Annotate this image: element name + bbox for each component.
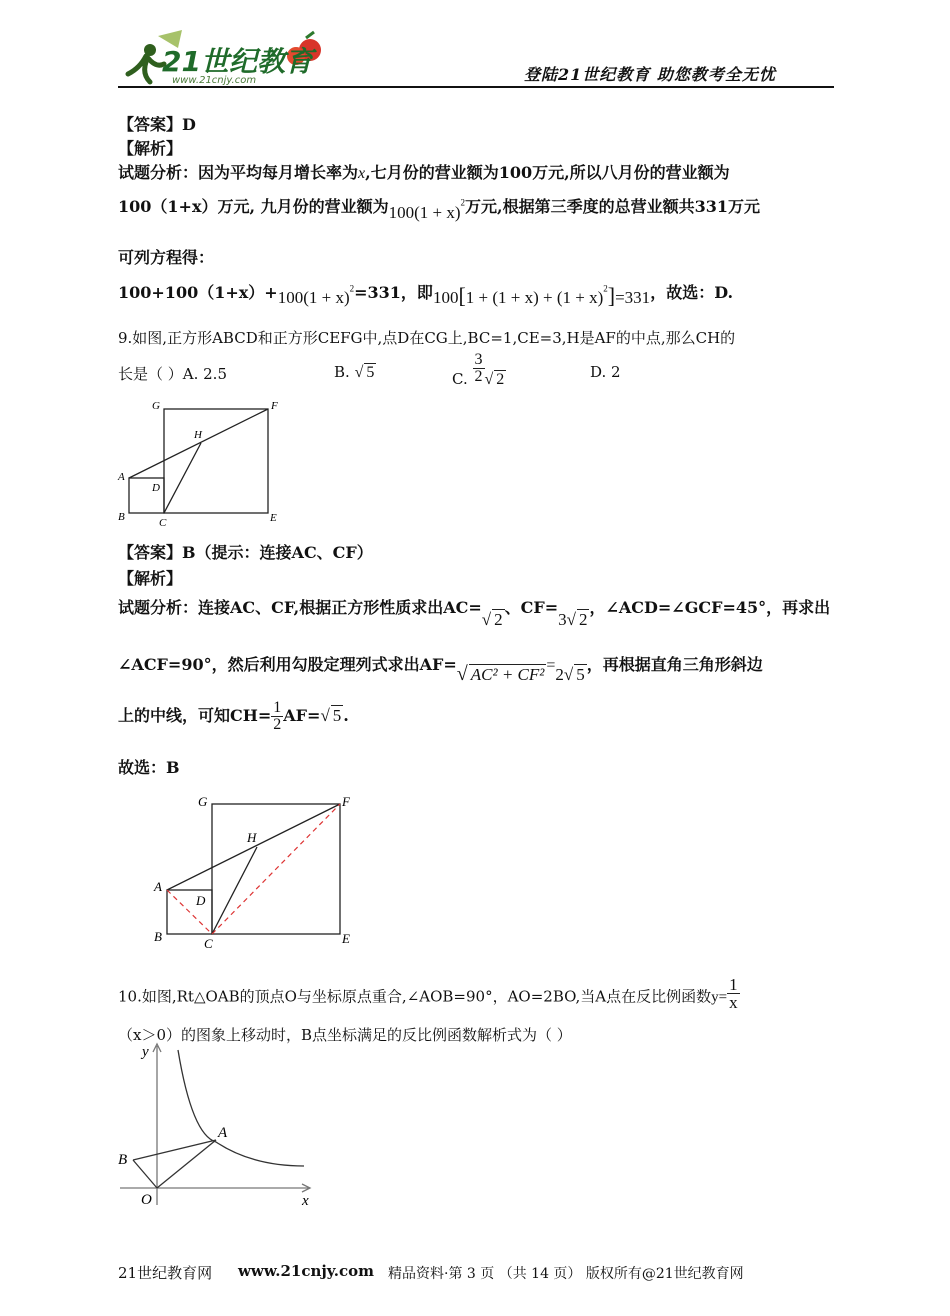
q10-stem-line2: （x＞0）的图象上移动时，B点坐标满足的反比例函数解析式为（ ） xyxy=(118,1026,572,1044)
sol-label-a: A xyxy=(154,879,162,894)
q9-analysis-label: 【解析】 xyxy=(118,569,183,588)
logo-url: www.21cnjy.com xyxy=(172,75,257,86)
q9-solution-figure xyxy=(146,790,366,950)
footer-url[interactable]: www.21cnjy.com xyxy=(238,1262,375,1280)
q10-stem-line1: 10.如图,Rt△OAB的顶点O与坐标原点重合,∠AOB=90°，AO=2BO,当A点在反比例函数y= $\frac{1}{x}$ xyxy=(118,975,738,1012)
q8-line1: 试题分析：因为平均每月增长率为x,七月份的营业额为100万元,所以八月份的营业额为 xyxy=(118,163,730,182)
q9-option-c: C. $\frac{3}{2}$ √ 2 xyxy=(452,351,505,388)
axis-x-label: x xyxy=(302,1193,309,1209)
sol-label-e: E xyxy=(342,931,350,946)
sol-label-d: D xyxy=(196,893,206,908)
header-slogan: 登陆21世纪教育 助您教考全无忧 xyxy=(524,65,776,84)
label-c: C xyxy=(159,517,167,528)
origin-label: O xyxy=(141,1192,152,1208)
logo-text: 21世纪教育 xyxy=(162,45,313,78)
q9-analysis-line3: 上的中线，可知CH= $\frac{1}{2}$ AF=√ 5 . xyxy=(118,699,349,733)
q9-option-d: D. 2 xyxy=(590,363,621,381)
point-a-label: A xyxy=(218,1125,228,1141)
q9-stem-line1: 9.如图,正方形ABCD和正方形CEFG中,点D在CG上,BC=1,CE=3,H是AF的中点,那么CH的 xyxy=(118,329,736,347)
point-b-label: B xyxy=(118,1152,128,1168)
label-d: D xyxy=(152,482,160,494)
axis-y-label: y xyxy=(142,1044,149,1060)
q8-analysis-label: 【解析】 xyxy=(118,139,183,158)
label-h: H xyxy=(194,429,202,441)
q9-stem-line2: 长是（ ）A. 2.5 xyxy=(118,365,227,383)
q9-analysis-line1: 试题分析：连接AC、CF,根据正方形性质求出AC=√ 2、CF=3√ 2，∠ACD=∠GCF=45°，再求出 xyxy=(118,598,831,629)
q9-answer: 【答案】B（提示：连接AC、CF） xyxy=(118,543,373,562)
label-f: F xyxy=(271,400,278,412)
q8-answer: 【答案】D xyxy=(118,115,196,134)
footer-info: 精品资料·第 3 页 （共 14 页） 版权所有@21世纪教育网 xyxy=(388,1266,744,1282)
sol-label-b: B xyxy=(154,929,162,944)
sol-label-h: H xyxy=(247,830,257,845)
q9-option-b: B. √ 5 xyxy=(334,363,375,381)
sol-label-g: G xyxy=(198,794,208,809)
q10-figure xyxy=(112,1040,322,1210)
sol-label-f: F xyxy=(342,794,350,809)
q9-analysis-line2: ∠ACF=90°，然后利用勾股定理列式求出AF=√ AC² + CF² =2√ 5，再根据直角三角形斜边 xyxy=(118,655,763,685)
label-e: E xyxy=(270,512,277,524)
footer-site: 21世纪教育网 xyxy=(118,1264,213,1282)
label-a: A xyxy=(118,471,125,483)
q9-figure xyxy=(114,396,289,528)
q8-line2: 100（1+x）万元, 九月份的营业额为$100(1 + x)^2$万元,根据第三季度的总营业额共331万元 xyxy=(118,197,761,222)
label-g: G xyxy=(152,400,160,412)
q8-line4: $100+100(1+x)+100(1 + x)^2=331$，即$100[1 + (1 + x) + (1 + x)^2]=331$，故选：D. xyxy=(118,283,734,308)
q8-line3: 可列方程得： xyxy=(118,248,215,267)
sol-label-c: C xyxy=(204,936,213,950)
header-rule xyxy=(118,86,834,88)
q9-choose: 故选：B xyxy=(118,758,180,777)
label-b: B xyxy=(118,511,125,523)
